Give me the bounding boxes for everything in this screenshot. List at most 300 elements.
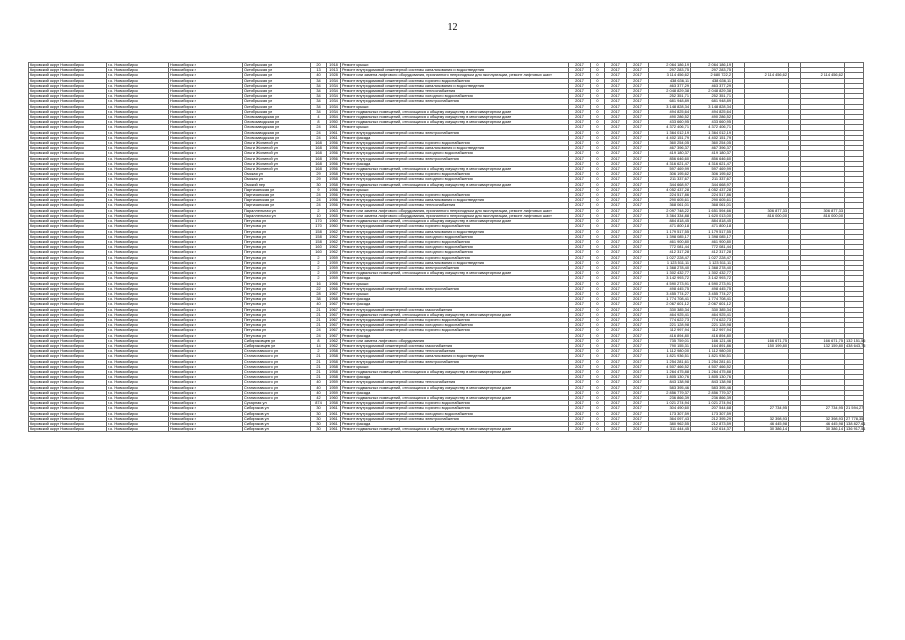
table-cell: Ремонт фасада bbox=[341, 375, 569, 380]
table-cell: Новосибирск г bbox=[169, 99, 243, 104]
table-cell: 2017 bbox=[605, 172, 627, 177]
table-cell: 2017 bbox=[605, 260, 627, 265]
table-cell: Ремонт внутридомовой инженерной системы холодного водоснабжения bbox=[341, 234, 569, 239]
table-cell: Петухова ул bbox=[243, 265, 311, 270]
table-cell: 236 866,39 bbox=[691, 396, 733, 401]
table-cell: Новосибирск г bbox=[169, 125, 243, 130]
table-cell: 30 386,14 bbox=[745, 427, 789, 432]
table-cell: г.о. Новосибирск bbox=[107, 323, 169, 328]
table-cell: 1 254 281,61 bbox=[649, 359, 691, 364]
table-cell: 1959 bbox=[327, 271, 341, 276]
table-cell: 2017 bbox=[569, 416, 591, 421]
table-cell: 2017 bbox=[605, 130, 627, 135]
table-cell: Новосибирск г bbox=[169, 73, 243, 78]
table-cell: 583 395,46 bbox=[691, 385, 733, 390]
table-cell: Новосибирск г bbox=[169, 63, 243, 68]
table-cell: 1 620 013,00 bbox=[691, 213, 733, 218]
table-cell: 2017 bbox=[627, 213, 649, 218]
table-cell: 2 856 779,37 bbox=[649, 390, 691, 395]
table-cell: Кировский округ Новосибирск bbox=[29, 323, 107, 328]
table-cell: Новосибирск г bbox=[169, 89, 243, 94]
table-cell: 1967 bbox=[327, 328, 341, 333]
table-cell: 24 bbox=[311, 328, 327, 333]
table-cell: 2 bbox=[311, 276, 327, 281]
table-cell: 224 517,86 bbox=[691, 193, 733, 198]
table-cell: 24 bbox=[311, 203, 327, 208]
table-cell: 2017 bbox=[569, 78, 591, 83]
table-cell: 40 bbox=[311, 302, 327, 307]
table-cell: 2017 bbox=[605, 104, 627, 109]
table-cell: Петухова ул bbox=[243, 317, 311, 322]
table-cell: Октябрьская ул bbox=[243, 63, 311, 68]
table-cell: 0 bbox=[591, 213, 605, 218]
table-cell: 2017 bbox=[569, 406, 591, 411]
table-cell: Новосибирск г bbox=[169, 78, 243, 83]
table-cell: Кировский округ Новосибирск bbox=[29, 349, 107, 354]
table-cell: 0 bbox=[591, 307, 605, 312]
table-cell: 0 bbox=[591, 68, 605, 73]
table-cell: Новосибирск г bbox=[169, 203, 243, 208]
table-cell: 1 805 130,76 bbox=[691, 375, 733, 380]
table-cell: 1956 bbox=[327, 198, 341, 203]
table-cell: 207 544,68 bbox=[691, 406, 733, 411]
table-cell: Ремонт внутридомовой инженерной системы электроснабжения bbox=[341, 265, 569, 270]
table-cell: г.о. Новосибирск bbox=[107, 416, 169, 421]
table-cell: Новосибирск г bbox=[169, 427, 243, 432]
table-cell: 1 368 278,40 bbox=[649, 265, 691, 270]
table-cell: 2017 bbox=[627, 255, 649, 260]
table-cell: Новосибирск г bbox=[169, 130, 243, 135]
table-cell: 1966 bbox=[327, 286, 341, 291]
table-cell: 2017 bbox=[605, 219, 627, 224]
table-cell: 0 bbox=[591, 286, 605, 291]
table-cell: 2017 bbox=[627, 343, 649, 348]
table-cell: 2017 bbox=[605, 390, 627, 395]
table-cell: 112 997,94 bbox=[691, 328, 733, 333]
table-cell: 2017 bbox=[605, 317, 627, 322]
table-cell: 0 bbox=[591, 271, 605, 276]
table-cell: 212 395,29 bbox=[691, 416, 733, 421]
table-cell: 856 646,60 bbox=[691, 156, 733, 161]
table-cell: 2017 bbox=[569, 135, 591, 140]
table-cell: 2 064 186,19 bbox=[649, 63, 691, 68]
table-cell: 461 900,80 bbox=[649, 239, 691, 244]
table-cell: 2017 bbox=[605, 328, 627, 333]
table-cell: 1956 bbox=[327, 151, 341, 156]
table-cell: 1 123 511,11 bbox=[649, 260, 691, 265]
table-cell: 1958 bbox=[327, 354, 341, 359]
table-cell: 2017 bbox=[569, 213, 591, 218]
table-cell: Ремонт внутридомовой инженерной системы холодного водоснабжения bbox=[341, 177, 569, 182]
table-cell: 2017 bbox=[605, 291, 627, 296]
table-cell: 2017 bbox=[569, 182, 591, 187]
table-cell: Ремонт фасада bbox=[341, 161, 569, 166]
table-cell: Октябрьская ул bbox=[243, 83, 311, 88]
table-cell: 0 bbox=[591, 109, 605, 114]
table-cell: Петухова ул bbox=[243, 297, 311, 302]
table-cell: 2017 bbox=[605, 78, 627, 83]
table-cell: г.о. Новосибирск bbox=[107, 328, 169, 333]
table-cell: Кировский округ Новосибирск bbox=[29, 390, 107, 395]
table-cell: 368 061,01 bbox=[691, 203, 733, 208]
table-cell: Новосибирск г bbox=[169, 94, 243, 99]
table-cell: 4 507 466,52 bbox=[691, 364, 733, 369]
table-cell: 4 507 466,52 bbox=[649, 364, 691, 369]
table-cell: 1962 bbox=[327, 245, 341, 250]
table-cell: 816 000,00 bbox=[801, 213, 845, 218]
table-cell: Ремонт подвальных помещений, относящихся к общему имуществу в многоквартирном доме bbox=[341, 396, 569, 401]
table-cell: Ремонт внутридомовой инженерной системы электроснабжения bbox=[341, 156, 569, 161]
table-cell: 2017 bbox=[605, 73, 627, 78]
table-cell: г.о. Новосибирск bbox=[107, 375, 169, 380]
table-cell: 2 bbox=[311, 260, 327, 265]
table-cell: Кировский округ Новосибирск bbox=[29, 167, 107, 172]
table-cell: 0 bbox=[591, 416, 605, 421]
table-cell: 34 bbox=[311, 109, 327, 114]
table-cell: 21 bbox=[311, 323, 327, 328]
table-cell: Ремонт внутридомовой инженерной системы теплоснабжения bbox=[341, 349, 569, 354]
table-cell: 1967 bbox=[327, 323, 341, 328]
table-cell: Ремонт внутридомовой инженерной системы канализования и водоотведения bbox=[341, 260, 569, 265]
table-cell: 2017 bbox=[605, 369, 627, 374]
table-cell: 1956 bbox=[327, 193, 341, 198]
table-cell: 34 bbox=[311, 94, 327, 99]
table-cell: 136 917,51 bbox=[846, 426, 866, 432]
table-cell: 2017 bbox=[627, 68, 649, 73]
table-cell: Ремонт внутридомовой инженерной системы канализования и водоотведения bbox=[341, 83, 569, 88]
table-cell: 158 bbox=[311, 229, 327, 234]
table-cell bbox=[733, 427, 745, 432]
table-cell: Ремонт внутридомовой инженерной системы электроснабжения bbox=[341, 130, 569, 135]
table-cell: Новосибирск г bbox=[169, 161, 243, 166]
table-cell: 2017 bbox=[627, 297, 649, 302]
table-cell: 0 bbox=[591, 219, 605, 224]
table-cell: 0 bbox=[591, 125, 605, 130]
table-cell: 2017 bbox=[569, 229, 591, 234]
table-cell: 2 097 748,22 bbox=[649, 208, 691, 213]
table-cell: Новосибирск г bbox=[169, 276, 243, 281]
table-cell: 2017 bbox=[605, 187, 627, 192]
table-cell: 1959 bbox=[327, 265, 341, 270]
table-cell: 2017 bbox=[627, 83, 649, 88]
table-cell: 2017 bbox=[627, 317, 649, 322]
table-cell: г.о. Новосибирск bbox=[107, 317, 169, 322]
table-cell: Новосибирск г bbox=[169, 291, 243, 296]
table-cell: г.о. Новосибирск bbox=[107, 411, 169, 416]
table-cell: 21 bbox=[311, 359, 327, 364]
table-cell: 2017 bbox=[605, 265, 627, 270]
table-cell: Кировский округ Новосибирск bbox=[29, 265, 107, 270]
table-cell: 2017 bbox=[569, 73, 591, 78]
table-cell: Новосибирск г bbox=[169, 343, 243, 348]
table-cell: Кировский округ Новосибирск bbox=[29, 104, 107, 109]
table-cell: 27 778,35 bbox=[846, 415, 864, 421]
table-cell: 38 bbox=[311, 297, 327, 302]
table-cell: г.о. Новосибирск bbox=[107, 406, 169, 411]
table-cell: 1967 bbox=[327, 291, 341, 296]
table-cell: 1961 bbox=[327, 406, 341, 411]
table-cell: 0 bbox=[591, 328, 605, 333]
page-number: 12 bbox=[447, 22, 458, 33]
table-cell: Кировский округ Новосибирск bbox=[29, 364, 107, 369]
table-cell: 2017 bbox=[627, 177, 649, 182]
table-cell: 2017 bbox=[605, 213, 627, 218]
table-cell: 168 bbox=[311, 151, 327, 156]
table-cell: 2017 bbox=[569, 68, 591, 73]
table-cell: 2017 bbox=[627, 281, 649, 286]
table-cell: г.о. Новосибирск bbox=[107, 156, 169, 161]
table-cell: Ремонт или замена лифтового оборудования, признанного непригодным для эксплуатации, ремонт лифтовых шахт bbox=[341, 73, 569, 78]
table-cell: Кировский округ Новосибирск bbox=[29, 333, 107, 338]
table-cell: 2017 bbox=[569, 120, 591, 125]
table-cell: Кировский округ Новосибирск bbox=[29, 63, 107, 68]
table-cell: Параллельная ул bbox=[243, 208, 311, 213]
table-cell: Новосибирск г bbox=[169, 120, 243, 125]
table-cell: Ремонт крыши bbox=[341, 281, 569, 286]
table-cell: Ремонт подвальных помещений, относящихся к общему имуществу в многоквартирном доме bbox=[341, 120, 569, 125]
table-cell: 0 bbox=[591, 281, 605, 286]
table-cell: 2017 bbox=[569, 161, 591, 166]
table-cell: Сибиряков ул bbox=[243, 411, 311, 416]
table-cell: 2017 bbox=[605, 177, 627, 182]
table-cell: 0 bbox=[591, 187, 605, 192]
table-cell: 494 825,64 bbox=[649, 109, 691, 114]
table-cell: 1961 bbox=[327, 422, 341, 427]
table-cell: 2017 bbox=[627, 291, 649, 296]
table-cell: 2017 bbox=[569, 375, 591, 380]
table-cell: 21 bbox=[311, 354, 327, 359]
table-cell: 2017 bbox=[627, 406, 649, 411]
table-cell: 2017 bbox=[569, 63, 591, 68]
table-cell: Новосибирск г bbox=[169, 364, 243, 369]
table-cell: Кировский округ Новосибирск bbox=[29, 125, 107, 130]
table-cell: 2017 bbox=[569, 359, 591, 364]
table-cell: 2 114 456,62 bbox=[801, 73, 845, 78]
table-cell: Новосибирск г bbox=[169, 208, 243, 213]
table-cell: 2017 bbox=[569, 260, 591, 265]
table-cell: 1 364 012,19 bbox=[649, 130, 691, 135]
table-cell: 0 bbox=[591, 317, 605, 322]
table-cell: 772 081,44 bbox=[649, 245, 691, 250]
table-cell: Новосибирск г bbox=[169, 406, 243, 411]
table-cell: 2017 bbox=[605, 338, 627, 343]
table-cell: г.о. Новосибирск bbox=[107, 260, 169, 265]
table-cell: 34 bbox=[311, 99, 327, 104]
table-cell: Петухова ул bbox=[243, 333, 311, 338]
table-cell: 2017 bbox=[627, 193, 649, 198]
table-cell: Партизанская ул bbox=[243, 198, 311, 203]
table-cell: Новосибирск г bbox=[169, 359, 243, 364]
table-cell: Кировский округ Новосибирск bbox=[29, 354, 107, 359]
table-cell: Новосибирск г bbox=[169, 224, 243, 229]
table-cell: 681 948,89 bbox=[691, 99, 733, 104]
table-cell: Ремонт внутридомовой инженерной системы горячего водоснабжения bbox=[341, 141, 569, 146]
table-cell: 1928 bbox=[327, 73, 341, 78]
table-cell: Петухова ул bbox=[243, 234, 311, 239]
table-cell: 2017 bbox=[569, 323, 591, 328]
table-cell: 102 614,37 bbox=[691, 427, 733, 432]
table-cell: 2017 bbox=[605, 156, 627, 161]
table-cell: Новосибирск г bbox=[169, 115, 243, 120]
table-cell: 344 668,97 bbox=[691, 182, 733, 187]
table-cell: г.о. Новосибирск bbox=[107, 396, 169, 401]
table-cell: 360 254,05 bbox=[649, 141, 691, 146]
table-cell: 2017 bbox=[605, 120, 627, 125]
table-cell: 1968 bbox=[327, 297, 341, 302]
table-cell: г.о. Новосибирск bbox=[107, 427, 169, 432]
table-cell: Ремонт внутридомовой инженерной системы холодного водоснабжения bbox=[341, 151, 569, 156]
table-cell: 2017 bbox=[569, 177, 591, 182]
table-cell: 1 368 278,40 bbox=[691, 265, 733, 270]
table-cell: г.о. Новосибирск bbox=[107, 343, 169, 348]
table-cell: Ольги Жилиной ул bbox=[243, 141, 311, 146]
table-cell: 21 594,27 bbox=[846, 405, 864, 411]
table-cell: Петухова ул bbox=[243, 323, 311, 328]
table-cell: 2017 bbox=[627, 89, 649, 94]
table-cell: 27 734,95 bbox=[801, 406, 845, 411]
table-cell: 2017 bbox=[627, 141, 649, 146]
table-cell: 10 bbox=[311, 213, 327, 218]
table-cell: 3 148 828,34 bbox=[691, 104, 733, 109]
table-cell: 4 316 621,47 bbox=[691, 161, 733, 166]
table-cell: Ремонт или замена лифтового оборудования, признанного непригодным для эксплуатации, ремонт лифтовых шахт bbox=[341, 208, 569, 213]
table-cell: 2017 bbox=[605, 343, 627, 348]
table-cell: 0 bbox=[591, 135, 605, 140]
table-cell: 1961 bbox=[327, 135, 341, 140]
table-cell: 2017 bbox=[605, 83, 627, 88]
table-cell: 2017 bbox=[569, 411, 591, 416]
table-cell: 0 bbox=[591, 208, 605, 213]
table-cell: Петухова ул bbox=[243, 291, 311, 296]
table-cell: г.о. Новосибирск bbox=[107, 219, 169, 224]
table-cell: Ремонт крыши bbox=[341, 364, 569, 369]
table-cell: 30 bbox=[311, 411, 327, 416]
table-cell: 2017 bbox=[569, 94, 591, 99]
table-cell: 0 bbox=[591, 203, 605, 208]
table-cell: Ремонт внутридомовой инженерной системы газоснабжения bbox=[341, 343, 569, 348]
table-cell: 132 151,56 bbox=[846, 337, 866, 343]
table-cell: 2017 bbox=[605, 141, 627, 146]
table-cell: 2017 bbox=[627, 349, 649, 354]
table-cell: 0 bbox=[591, 120, 605, 125]
table-cell: 2017 bbox=[605, 281, 627, 286]
table-cell: Кировский округ Новосибирск bbox=[29, 406, 107, 411]
table-cell: 24 bbox=[311, 193, 327, 198]
table-cell: Ремонт внутридомовой инженерной системы теплоснабжения bbox=[341, 380, 569, 385]
table-cell: 1962 bbox=[327, 234, 341, 239]
table-cell: 2017 bbox=[569, 130, 591, 135]
table-cell: Октябрьская ул bbox=[243, 73, 311, 78]
table-cell: Новосибирск г bbox=[169, 146, 243, 151]
table-cell: 173 307,59 bbox=[691, 411, 733, 416]
table-cell: Ремонт внутридомовой инженерной системы горячего водоснабжения bbox=[341, 78, 569, 83]
table-cell: 416 894,80 bbox=[691, 333, 733, 338]
table-cell: 2017 bbox=[627, 229, 649, 234]
table-cell: Ольги Жилиной ул bbox=[243, 146, 311, 151]
table-cell: 2017 bbox=[569, 338, 591, 343]
table-cell: 8 bbox=[311, 338, 327, 343]
table-cell: 2 bbox=[311, 255, 327, 260]
table-cell: Кировский округ Новосибирск bbox=[29, 239, 107, 244]
table-cell: 24 bbox=[311, 125, 327, 130]
table-cell: 1958 bbox=[327, 401, 341, 406]
table-cell: Станиславского ул bbox=[243, 359, 311, 364]
table-cell: 416 894,80 bbox=[649, 333, 691, 338]
table-cell: 2017 bbox=[627, 245, 649, 250]
table-cell: 2017 bbox=[569, 281, 591, 286]
table-cell: 2017 bbox=[605, 359, 627, 364]
table-cell: 42 bbox=[311, 396, 327, 401]
table-cell: 0 bbox=[591, 369, 605, 374]
table-cell: 1959 bbox=[327, 390, 341, 395]
table-cell: г.о. Новосибирск bbox=[107, 146, 169, 151]
table-cell: Новосибирск г bbox=[169, 312, 243, 317]
table-cell: 2017 bbox=[569, 109, 591, 114]
table-cell: 2017 bbox=[605, 161, 627, 166]
table-cell: 0 bbox=[591, 94, 605, 99]
table-cell: 2017 bbox=[605, 167, 627, 172]
table-cell: Кировский округ Новосибирск bbox=[29, 120, 107, 125]
table-cell: 2017 bbox=[605, 401, 627, 406]
table-cell: 2 856 779,37 bbox=[691, 390, 733, 395]
table-cell: 2017 bbox=[569, 349, 591, 354]
table-cell: 2017 bbox=[627, 151, 649, 156]
table-cell: г.о. Новосибирск bbox=[107, 401, 169, 406]
table-cell: г.о. Новосибирск bbox=[107, 73, 169, 78]
table-cell: Сибиряков ул bbox=[243, 416, 311, 421]
table-cell: г.о. Новосибирск bbox=[107, 297, 169, 302]
table-cell: 1958 bbox=[327, 359, 341, 364]
table-cell: 2017 bbox=[605, 193, 627, 198]
table-cell: Октябрьская ул bbox=[243, 78, 311, 83]
table-cell: 211 337,67 bbox=[649, 177, 691, 182]
table-cell: 490 286,52 bbox=[649, 115, 691, 120]
table-cell: Кировский округ Новосибирск bbox=[29, 172, 107, 177]
table-cell: Ремонт внутридомовой инженерной системы холодного водоснабжения bbox=[341, 245, 569, 250]
table-cell: 2017 bbox=[605, 151, 627, 156]
table-cell: 0 bbox=[591, 422, 605, 427]
table-cell: 2017 bbox=[569, 250, 591, 255]
table-cell: Кировский округ Новосибирск bbox=[29, 328, 107, 333]
table-cell: Ремонт внутридомовой инженерной системы канализования и водоотведения bbox=[341, 198, 569, 203]
table-cell: Ремонт подвальных помещений, относящихся к общему имуществу в многоквартирном доме bbox=[341, 271, 569, 276]
table-cell: Сухарная ул bbox=[243, 401, 311, 406]
table-cell: 464 925,41 bbox=[649, 312, 691, 317]
table-cell: 2017 bbox=[627, 375, 649, 380]
table-cell: 4 590 273,91 bbox=[691, 281, 733, 286]
table-cell: 2017 bbox=[569, 265, 591, 270]
table-cell: 0 bbox=[591, 161, 605, 166]
table-cell: г.о. Новосибирск bbox=[107, 109, 169, 114]
table-cell: г.о. Новосибирск bbox=[107, 115, 169, 120]
table-cell: 2 bbox=[311, 208, 327, 213]
table-cell: 1967 bbox=[327, 317, 341, 322]
table-cell: 0 bbox=[591, 141, 605, 146]
table-cell: 2017 bbox=[605, 416, 627, 421]
table-cell: Ремонт фасада bbox=[341, 333, 569, 338]
table-cell: Параллельная ул bbox=[243, 213, 311, 218]
table-cell: Оловозаводская ул bbox=[243, 130, 311, 135]
table-cell: Новосибирск г bbox=[169, 317, 243, 322]
table-cell: Ремонт крыши bbox=[341, 187, 569, 192]
table-cell: 2017 bbox=[627, 172, 649, 177]
table-cell: 1960 bbox=[327, 219, 341, 224]
table-cell: 0 bbox=[591, 250, 605, 255]
table-cell: 0 bbox=[591, 375, 605, 380]
table-cell: 2017 bbox=[605, 323, 627, 328]
table-cell: Кировский округ Новосибирск bbox=[29, 198, 107, 203]
table-cell: Кировский округ Новосибирск bbox=[29, 146, 107, 151]
